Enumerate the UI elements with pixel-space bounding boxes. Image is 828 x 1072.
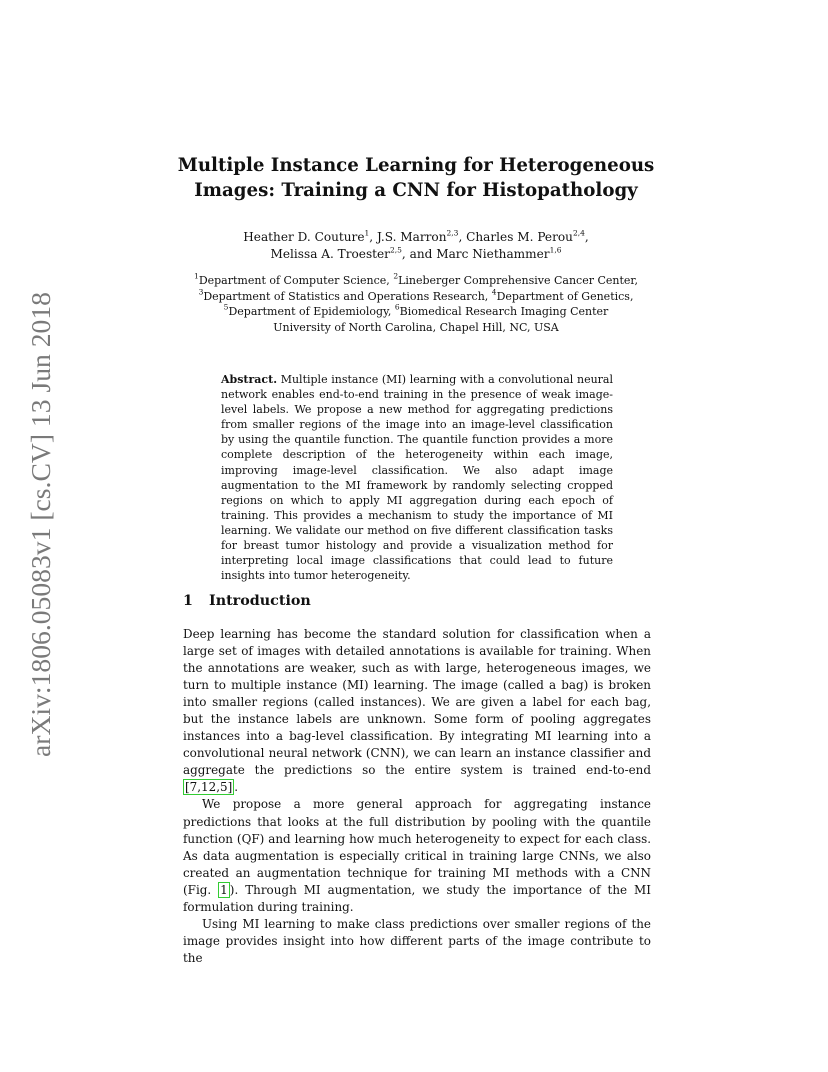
introduction-body [183, 626, 651, 967]
affiliation-line-4: University of North Carolina, Chapel Hill, NC, USA [273, 320, 559, 334]
affiliation-line-1 [160, 273, 672, 289]
author-name: Melissa A. Troester [270, 247, 390, 261]
section-heading-introduction [183, 591, 483, 611]
affil-number: 6 [394, 302, 400, 312]
affil-text: Biomedical Research Imaging Center [399, 305, 609, 318]
title-line-2: Images: Training a CNN for Histopathology [194, 180, 638, 201]
paragraph-text: . [234, 780, 239, 795]
affil-number: 3 [198, 286, 204, 296]
author-name: Charles M. Perou [466, 230, 573, 244]
author-affil-mark: 2,4 [572, 228, 585, 238]
arxiv-side-stamp[interactable] [6, 290, 70, 760]
paragraph-text: We propose a more general approach for aggregating instance predictions that looks at the full distribution by pooling with the quantile function (QF) and learning how much heterogeneity to expect for each class. As data augmentation is especially critical in training large CNNs, we also created an augmentation technique for training MI methods with a CNN (Fig. [183, 797, 651, 897]
affiliation-line-2 [160, 286, 672, 305]
section-number: 1 [183, 593, 193, 609]
affil-number: 2 [393, 271, 399, 281]
author-name: J.S. Marron [376, 230, 447, 244]
author-affil-mark: 1 [364, 228, 370, 238]
paragraph-text: Deep learning has become the standard solution for classification when a large set of images with detailed annotations is available for training. When the annotations are weaker, such as with large, heterogeneous images, we turn to multiple instance (MI) learning. The image (called a bag) is broken into smaller regions (called instances). We are given a label for each bag, but the instance labels are unknown. Some form of pooling aggregates instances into a bag-level classification. By integrating MI learning into a convolutional neural network (CNN), we can learn an instance classifier and aggregate the predictions so the entire system is trained end-to-end [183, 627, 651, 778]
arxiv-identifier-text: arXiv:1806.05083v1 [cs.CV] 13 Jun 2018 [26, 302, 56, 757]
author-name: Marc Niethammer [436, 247, 550, 261]
title-line-1: Multiple Instance Learning for Heterogeneous [177, 155, 655, 176]
affil-number: 1 [194, 271, 199, 281]
author-affil-mark: 2,3 [446, 228, 459, 238]
section-title: Introduction [209, 593, 311, 609]
author-name: Heather D. Couture [243, 230, 365, 244]
affil-text: Department of Statistics and Operations Research, [203, 289, 489, 303]
affil-text: Department of Epidemiology, [228, 305, 392, 318]
affil-text: Department of Computer Science, [198, 274, 390, 287]
affiliation-line-3 [160, 304, 672, 320]
paragraph [183, 626, 651, 796]
paragraph [183, 916, 651, 967]
abstract-label: Abstract. [221, 373, 278, 386]
affil-text: Department of Genetics, [496, 289, 634, 303]
affiliations [160, 273, 672, 335]
affil-number: 5 [223, 302, 229, 312]
author-list [190, 229, 642, 263]
paragraph-text: Using MI learning to make class predictions over smaller regions of the image provides insight into how different parts of the image contribute to the [183, 916, 651, 965]
author-conjunction: and [409, 247, 433, 261]
author-line-1: Heather D. Couture$^1$, J.S. Marron$^{2,3}$, Charles M. Perou$^{2,4}$, [243, 228, 589, 244]
paragraph-text: ). Through MI augmentation, we study the importance of the MI formulation during training. [183, 882, 651, 914]
figure-ref-link[interactable]: 1 [220, 882, 228, 897]
author-affil-mark: 1,6 [549, 245, 562, 255]
author-line-2: Melissa A. Troester$^{2,5}$, and Marc Niethammer$^{1,6}$ [270, 245, 562, 261]
paper-title [150, 153, 682, 203]
arxiv-stamp-svg [6, 290, 70, 760]
abstract [221, 372, 613, 583]
affil-number: 4 [491, 286, 497, 296]
citation-link[interactable]: [7,12,5] [185, 780, 233, 795]
paragraph [183, 796, 651, 915]
abstract-text: Multiple instance (MI) learning with a convolutional neural network enables end-to-end training in the presence of weak image-level labels. We propose a new method for aggregating predictions from smaller regions of the image into an image-level classification by using the quantile function. The quantile function provides a more complete description of the heterogeneity within each image, improving image-level classification. We also adapt image augmentation to the MI framework by randomly selecting cropped regions on which to apply MI aggregation during each epoch of training. This provides a mechanism to study the importance of MI learning. We validate our method on five different classification tasks for breast tumor histology and provide a visualization method for interpreting local image classifications that could lead to future insights into tumor heterogeneity. [221, 373, 613, 583]
affil-text: Lineberger Comprehensive Cancer Center, [398, 274, 638, 287]
author-affil-mark: 2,5 [389, 245, 402, 255]
